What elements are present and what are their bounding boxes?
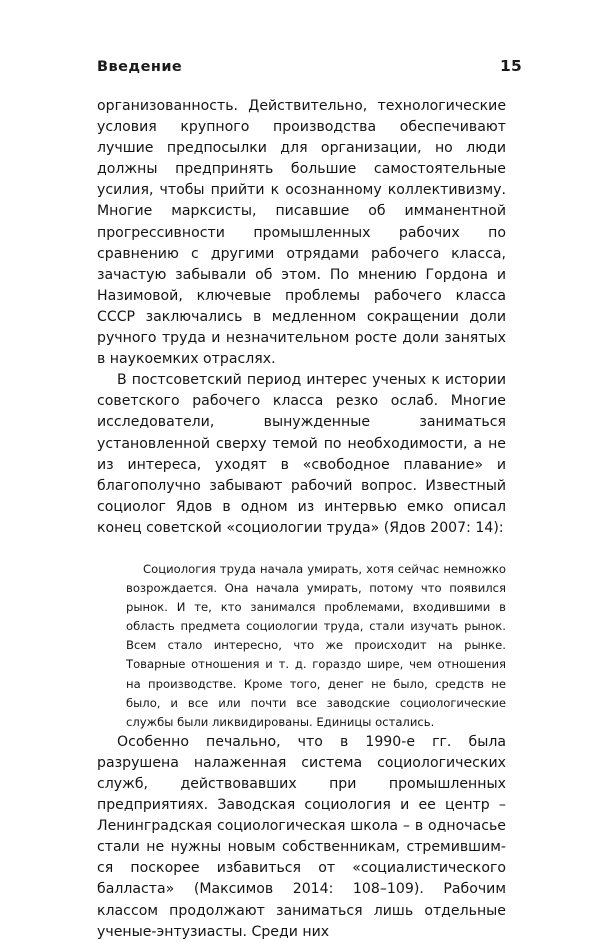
paragraph-continuation: организованность. Действительно, технологические условия крупного производства обеспечивают лучшие предпосылки для организации, но люди должны предпринять большие самостоятельные усилия, чтобы прийти к осознанному коллективизму. Многие марксисты, писавшие об имманентной прогрессивности промышленных рабочих по сравнению с другими отрядами рабочего класса, зачастую забывали об этом. По мнению Гордона и Назимовой, ключевые проблемы рабочего класса СССР заключались в медленном сокращении доли ручного труда и незначительном росте доли занятых в наукоемких отраслях.	[97, 98, 506, 368]
running-head	[97, 57, 522, 81]
paragraph-1990s: Особенно печально, что в 1990-е гг. была разрушена налаженная система социологических служб, действовавших при промышленных предприятиях. Заводская социология и ее центр – Ленинградская социологическая школа – в одночасье стали не нужны новым собственникам, стремившимся поскорее избавиться от «социалистического балласта» (Максимов 2014: 108–109). Рабочим классом продолжают заниматься лишь отдельные ученые-энтузиасты. Среди них	[97, 733, 506, 940]
block-quotation	[97, 560, 506, 732]
running-head-title: Введение	[97, 59, 183, 75]
block-quotation-text: Социология труда начала умирать, хотя сейчас немножко возрождается. Она начала умирать, потому что появился рынок. И те, кто занимался проблемами, входившими в область предмета социологии труда, стали изучать рынок. Всем стало интересно, что же происходит на рынке. Товарные отношения и т. д. гораздо шире, чем отношения на производстве. Кроме того, денег не было, средств не было, и все или почти все заводские социологические службы были ликвидированы. Единицы остались.	[126, 561, 506, 729]
text-column	[97, 96, 506, 943]
page-number: 15	[500, 57, 522, 75]
paragraph-post-soviet: В постсоветский период интерес ученых к истории советского рабочего класса резко ослаб. Многие исследователи, вынужденные заниматься установленной сверху темой по необходимости, а не из интереса, уходят в «свободное плавание» и благополучно забывают рабочий вопрос. Известный социолог Ядов в одном из интервью емко описал конец советской «социологии труда» (Ядов 2007: 14):	[97, 372, 506, 536]
